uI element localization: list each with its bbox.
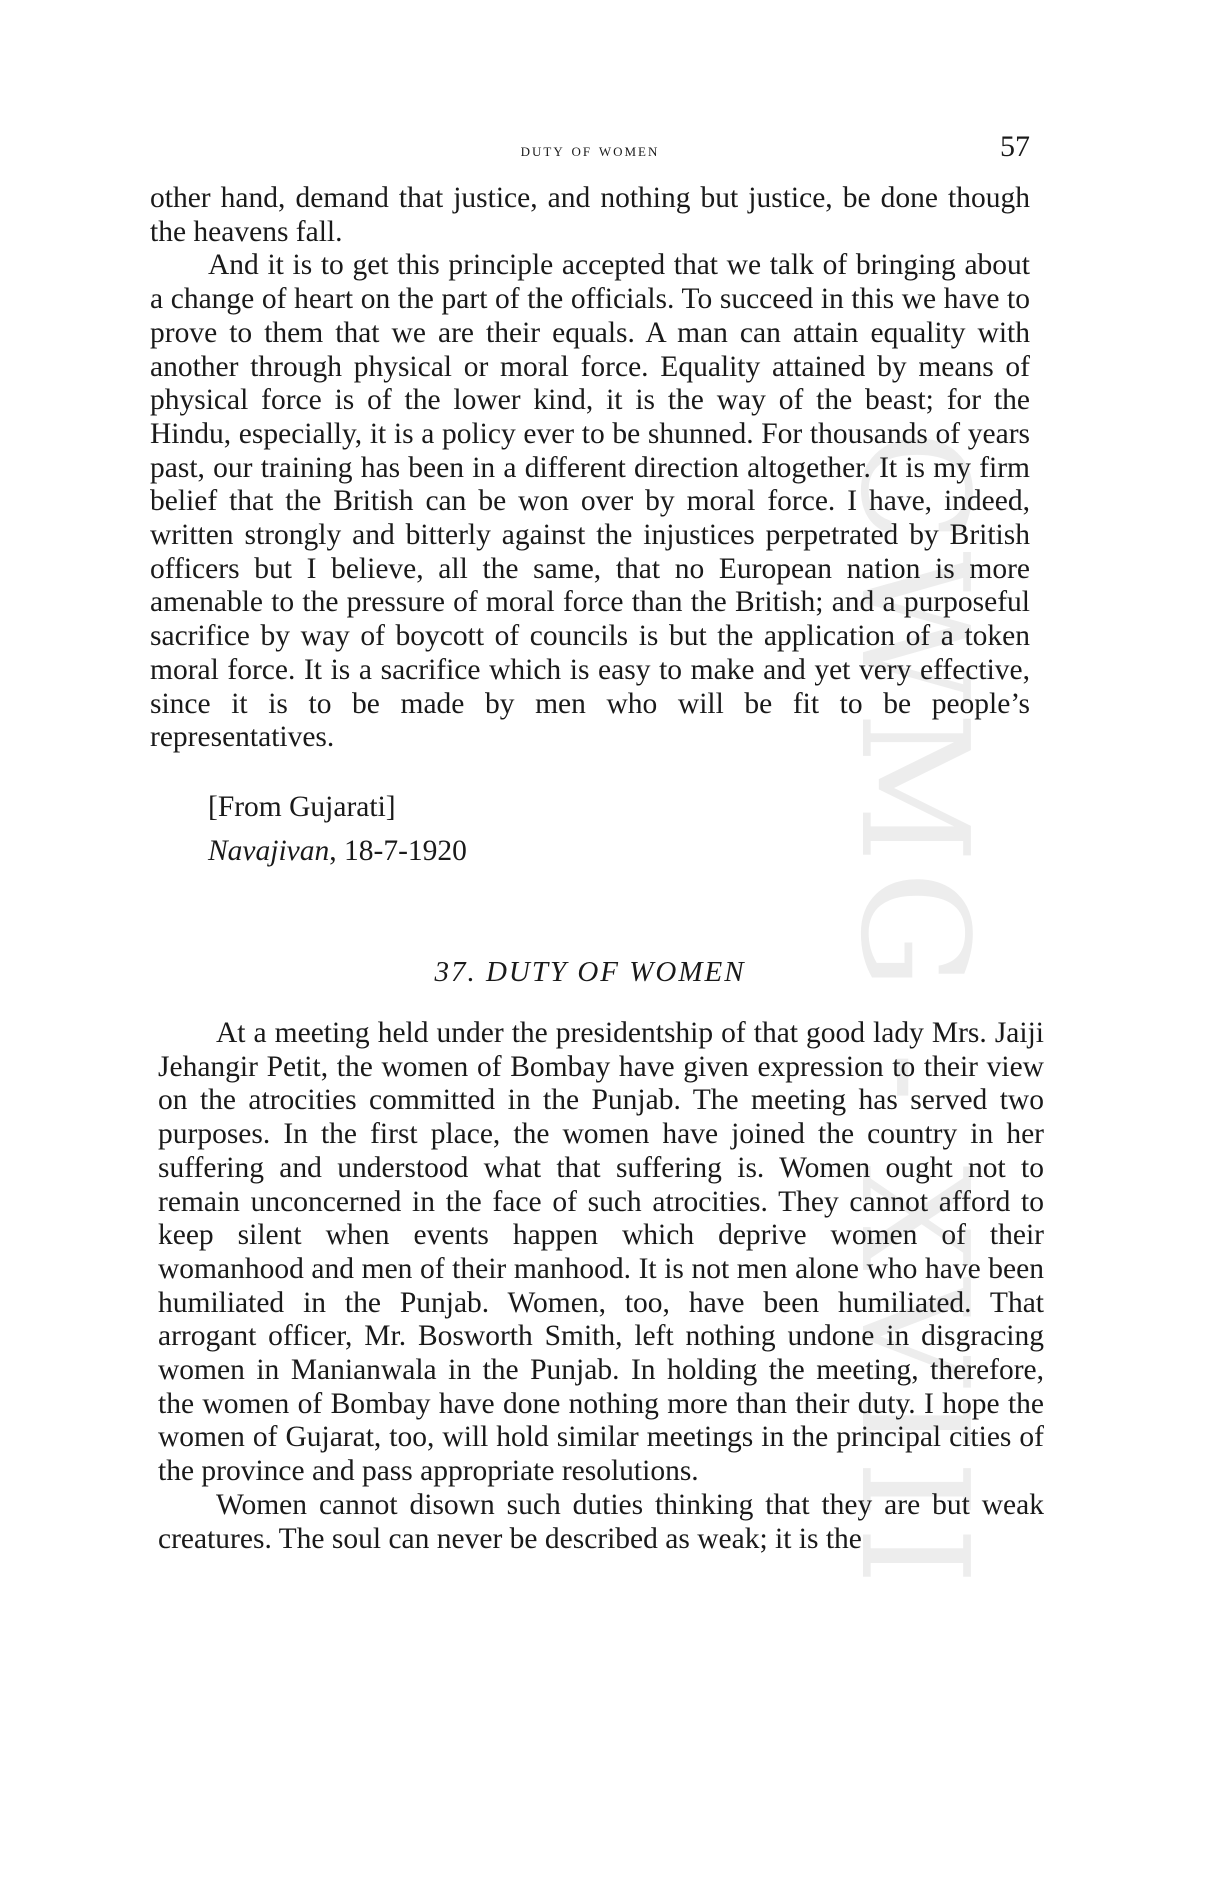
previous-article-text <box>150 182 1030 755</box>
source-citation <box>208 834 467 868</box>
paragraph: Women cannot disown such duties thinking that they are but weak creatures. The soul can never be described as weak; it is the <box>158 1488 1044 1555</box>
running-head: duty of women <box>520 140 660 161</box>
paragraph-continuation: other hand, demand that justice, and nothing but justice, be done though the heavens fall. <box>150 182 1030 248</box>
publication-name: Navajivan <box>208 835 330 867</box>
publication-date: , 18-7-1920 <box>329 835 467 867</box>
article-title: 37. DUTY OF WOMEN <box>434 956 746 988</box>
paragraph: At a meeting held under the presidentship of that good lady Mrs. Jaiji Jehangir Petit, the women of Bombay have given expression to their view on the atrocities committed in the Punjab. The meeting has served two purposes. In the first place, the women have joined the country in her suffering and understood what that suffering is. Women ought not to remain unconcerned in the face of such atrocities. They cannot afford to keep silent when events happen which deprive women of their womanhood and men of their manhood. It is not men alone who have been humiliated in the Punjab. Women, too, have been humiliated. That arrogant officer, Mr. Bosworth Smith, left nothing undone in disgracing women in Manianwala in the Punjab. In holding the meeting, therefore, the women of Bombay have done nothing more than their duty. I hope the women of Gujarat, too, will hold similar meetings in the principal cities of the province and pass appropriate resolutions. <box>158 1017 1044 1488</box>
page-number: 57 <box>1000 130 1030 163</box>
watermark: CWMG - XVIII <box>828 430 1000 1593</box>
article-text <box>158 1017 1044 1556</box>
source-note: [From Gujarati] <box>208 791 396 823</box>
paragraph: And it is to get this principle accepted that we talk of bringing about a change of heart on the part of the officials. To succeed in this we have to prove to them that we are their equals. A man can attain equality with another through physical or moral force. Equality attained by means of physical force is of the lower kind, it is the way of the beast; for the Hindu, especially, it is a policy ever to be shunned. For thousands of years past, our training has been in a different direction altogether. It is my firm belief that the British can be won over by moral force. I have, indeed, written strongly and bitterly against the injustices perpetrated by British officers but I believe, all the same, that no European nation is more amenable to the pressure of moral force than the British; and a purposeful sacrifice by way of boycott of councils is but the application of a token moral force. It is a sacrifice which is easy to make and yet very effective, since it is to be made by men who will be fit to be people’s representatives. <box>150 249 1030 754</box>
page-header <box>150 130 1030 170</box>
